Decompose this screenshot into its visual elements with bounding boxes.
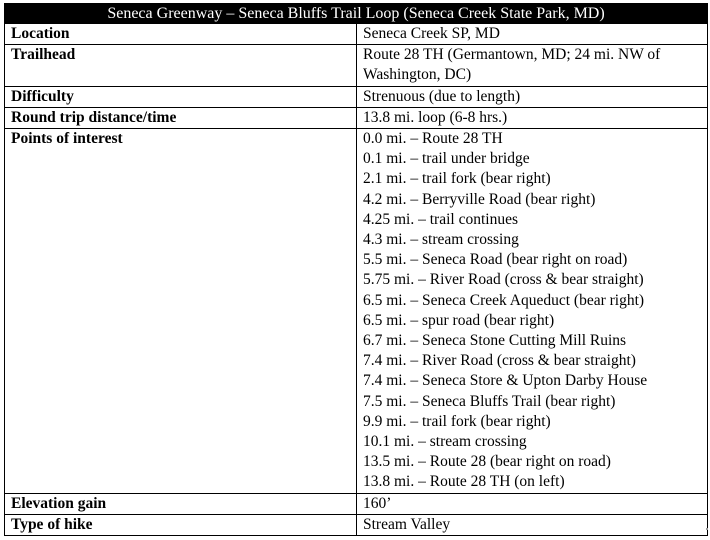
poi-item: 6.5 mi. – spur road (bear right) xyxy=(363,311,555,329)
poi-item: 4.2 mi. – Berryville Road (bear right) xyxy=(363,190,596,208)
row-value-distance: 13.8 mi. loop (6-8 hrs.) xyxy=(357,107,708,128)
table-row xyxy=(5,24,708,45)
row-value-trailhead: Route 28 TH (Germantown, MD; 24 mi. NW of Washington, DC) xyxy=(357,45,708,86)
poi-item: 4.25 mi. – trail continues xyxy=(363,210,518,228)
poi-item: 10.1 mi. – stream crossing xyxy=(363,433,527,451)
hike-info-table xyxy=(4,3,708,536)
table-row xyxy=(5,86,708,107)
page-corner-mark xyxy=(706,528,708,530)
points-of-interest-list xyxy=(357,129,708,494)
poi-item: 2.1 mi. – trail fork (bear right) xyxy=(363,170,551,188)
table-row xyxy=(5,514,708,535)
poi-item: 0.0 mi. – Route 28 TH xyxy=(363,130,503,148)
table-title: Seneca Greenway – Seneca Bluffs Trail Loop (Seneca Creek State Park, MD) xyxy=(5,4,708,24)
poi-item: 13.8 mi. – Route 28 TH (on left) xyxy=(363,473,565,491)
row-label-location: Location xyxy=(5,24,357,45)
row-label-elevation-gain: Elevation gain xyxy=(5,493,357,514)
row-value-elevation-gain: 160’ xyxy=(357,493,708,514)
table-row xyxy=(5,107,708,128)
poi-item: 5.75 mi. – River Road (cross & bear straight) xyxy=(363,271,644,289)
table-row xyxy=(5,129,708,494)
poi-item: 13.5 mi. – Route 28 (bear right on road) xyxy=(363,453,611,471)
row-value-type-of-hike: Stream Valley xyxy=(357,514,708,535)
row-label-difficulty: Difficulty xyxy=(5,86,357,107)
row-label-trailhead: Trailhead xyxy=(5,45,357,86)
poi-item: 7.4 mi. – River Road (cross & bear straight) xyxy=(363,352,636,370)
poi-item: 9.9 mi. – trail fork (bear right) xyxy=(363,412,551,430)
poi-item: 6.5 mi. – Seneca Creek Aqueduct (bear right) xyxy=(363,291,645,309)
poi-item: 4.3 mi. – stream crossing xyxy=(363,231,519,249)
row-label-distance: Round trip distance/time xyxy=(5,107,357,128)
row-value-location: Seneca Creek SP, MD xyxy=(357,24,708,45)
poi-item: 6.7 mi. – Seneca Stone Cutting Mill Ruins xyxy=(363,332,627,350)
poi-item: 5.5 mi. – Seneca Road (bear right on road) xyxy=(363,251,628,269)
table-row xyxy=(5,493,708,514)
row-label-points-of-interest: Points of interest xyxy=(5,129,357,494)
poi-item: 0.1 mi. – trail under bridge xyxy=(363,150,530,168)
poi-item: 7.5 mi. – Seneca Bluffs Trail (bear right) xyxy=(363,392,616,410)
row-label-type-of-hike: Type of hike xyxy=(5,514,357,535)
poi-item: 7.4 mi. – Seneca Store & Upton Darby House xyxy=(363,372,648,390)
table-row xyxy=(5,45,708,86)
hike-info-document xyxy=(4,3,707,536)
row-value-difficulty: Strenuous (due to length) xyxy=(357,86,708,107)
title-row xyxy=(5,4,708,24)
